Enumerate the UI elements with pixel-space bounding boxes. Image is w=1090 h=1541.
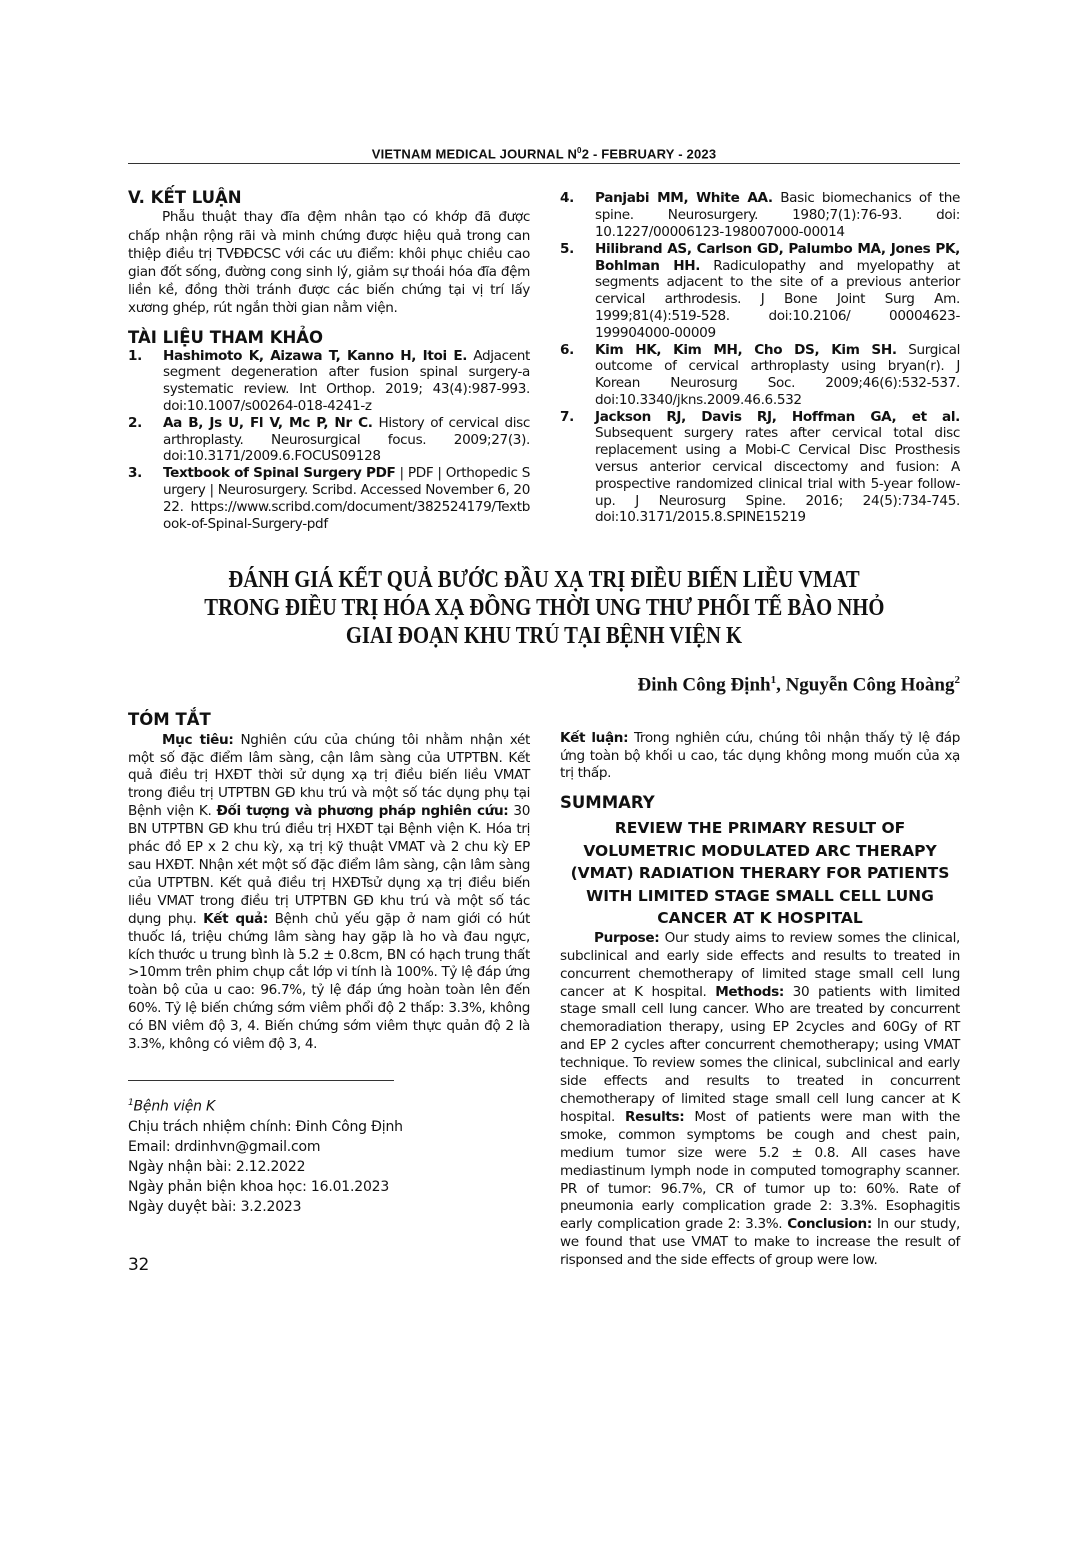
abstract-conclusion	[560, 730, 960, 784]
affiliation-mark: 2	[954, 674, 960, 687]
reference-item	[128, 348, 530, 415]
text-conclusion: Trong nghiên cứu, chúng tôi nhận thấy tỷ lệ đáp ứng toàn bộ khối u cao, tác dụng không mong muốn của xạ trị thấp.	[560, 729, 960, 782]
summary-heading: SUMMARY	[560, 793, 655, 813]
reference-item	[560, 409, 960, 527]
label-purpose: Purpose:	[594, 929, 660, 946]
label-conclusion: Kết luận:	[560, 729, 629, 746]
label-conclusion: Conclusion:	[787, 1216, 872, 1233]
footnote-rule	[128, 1080, 394, 1081]
page	[128, 0, 960, 1315]
conclusion-text: Phẫu thuật thay đĩa đệm nhân tạo có khớp đã được chấp nhận rộng rãi và minh chứng được hiệu quả trong can thiệp điều trị TVĐĐCSC với các ưu điểm: khôi phục chiều cao gian đốt sống, đường cong sinh lý, giảm sự thoái hóa đĩa đệm liền kề, đồng thời tránh được các biến chứng tại vị trí lấy xương ghép, rút ngắn thời gian nằm viện.	[128, 209, 530, 317]
journal-name: VIETNAM MEDICAL JOURNAL N	[371, 146, 578, 162]
email: Email: drdinhvn@gmail.com	[128, 1138, 321, 1155]
ref-authors: Textbook of Spinal Surgery PDF	[163, 465, 396, 482]
issue-date: 2 - FEBRUARY - 2023	[581, 146, 717, 162]
affiliation-mark: 1	[770, 674, 777, 687]
label-methods: Methods:	[715, 983, 784, 1000]
corresponding-author: Chịu trách nhiệm chính: Đinh Công Định	[128, 1118, 403, 1135]
ref-text: | PDF | Orthopedic Surgery | Neurosurgery. Scribd. Accessed November 6, 2022. https://www.scribd.com/document/382524179/Textbook-of-Spinal-Surgery-pdf	[163, 465, 531, 532]
ref-number: 5.	[560, 240, 574, 257]
abstract-vi	[128, 710, 530, 1275]
abstract-heading: TÓM TẮT	[128, 709, 211, 729]
ref-number: 2.	[128, 414, 142, 431]
summary-title: REVIEW THE PRIMARY RESULT OF VOLUMETRIC MODULATED ARC THERAPY (VMAT) RADIATION THERARY FOR PATIENTS WITH LIMITED STAGE SMALL CELL LUNG CANCER AT K HOSPITAL	[570, 819, 950, 928]
ref-number: 7.	[560, 408, 574, 425]
reference-item	[128, 415, 530, 465]
label-results: Kết quả:	[203, 910, 268, 927]
footnote	[128, 1093, 530, 1217]
reference-item	[560, 190, 960, 240]
title-line: ĐÁNH GIÁ KẾT QUẢ BƯỚC ĐẦU XẠ TRỊ ĐIỀU BIẾN LIỀU VMAT	[228, 567, 860, 594]
abstract-text	[128, 732, 530, 1054]
header-rule	[128, 163, 960, 164]
ref-authors: Hilibrand AS, Carlson GD, Palumbo MA, Jones PK, Bohlman HH.	[595, 240, 960, 274]
label-objective: Mục tiêu:	[162, 731, 234, 748]
reference-item	[560, 241, 960, 342]
text-objective: Nghiên cứu của chúng tôi nhằm nhận xét một số đặc điểm lâm sàng, cận lâm sàng của UTPTBN. Kết quả điều trị HXĐT thời sử dụng xạ trị điều biến liều VMAT trong điều trị UTPTBN GĐ khu trú và một số tác dụng phụ tại Bệnh viện K.	[128, 731, 530, 820]
ref-number: 4.	[560, 190, 574, 207]
author-name: Đinh Công Định	[637, 674, 771, 696]
conclusion-heading: V. KẾT LUẬN	[128, 188, 242, 208]
top-section	[128, 188, 960, 532]
author-name: Nguyễn Công Hoàng	[785, 674, 955, 696]
label-results: Results:	[625, 1108, 685, 1125]
reference-item	[560, 342, 960, 409]
accepted-date: Ngày duyệt bài: 3.2.2023	[128, 1198, 302, 1215]
reference-item	[128, 465, 530, 532]
text-results: Bệnh chủ yếu gặp ở nam giới có hút thuốc lá, triệu chứng lâm sàng hay gặp là ho và đau ngực, kích thước u trung bình là 5.2 ± 0.8cm, BN có hạch trung thất >10mm trên phim chụp cắt lớp vi tính là 100%. Tỷ lệ đáp ứng toàn bộ của u cao: 96.7%, tỷ lệ đáp ứng hoàn toàn lên đến 60%. Tỷ lệ biến chứng sớm viêm phổi độ 2 thấp: 3.3%, không có BN viêm độ 3, 4. Biến chứng sớm viêm thực quản độ 2 là 3.3%, không có viêm độ 3, 4.	[128, 910, 531, 1053]
text-methods: 30 patients with limited stage small cell lung cancer. Who are treated by concurrent chemoradiation therapy, using EP 2cycles and 60Gy of RT and EP 2 cycles after concurrent chemotherapy; using VMAT technique. To review somes the clinical, subclinical and early side effects and results to treated in concurrent chemotherapy of limited stage small cell lung cancer at K hospital.	[560, 983, 961, 1125]
review-date: Ngày phản biện khoa học: 16.01.2023	[128, 1178, 390, 1195]
bottom-section	[128, 710, 960, 1275]
received-date: Ngày nhận bài: 2.12.2022	[128, 1158, 306, 1175]
title-line: GIAI ĐOẠN KHU TRÚ TẠI BỆNH VIỆN K	[345, 623, 743, 650]
left-column-top	[128, 188, 530, 532]
ref-number: 1.	[128, 347, 142, 364]
text-results: Most of patients were man with the smoke, common symptoms be cough and chest pain, medium tumor size were 5.2 ± 0.8. All cases have mediastinum lymph node in computed tomography scanner. PR of tumor: 96.7%, CR of tumor up to: 60%. Rate of pneumonia early complication grade 2: 3.3%. Esophagitis early complication grade 2: 3.3%.	[560, 1108, 960, 1233]
ref-number: 6.	[560, 341, 574, 358]
ref-text: Surgical outcome of cervical arthroplasty using bryan(r). J Korean Neurosurg Soc. 2009;46(6):532-537. doi:10.3340/jkns.2009.46.6.532	[595, 341, 960, 408]
ref-text: Radiculopathy and myelopathy at segments adjacent to the site of a previous anterior cervical arthrodesis. J Bone Joint Surg Am. 1999;81(4):519-528. doi:10.2106/ 00004623-199904000-00009	[595, 257, 960, 341]
text-purpose: Our study aims to review somes the clinical, subclinical and early side effects and results to treated in concurrent chemotherapy of limited stage small cell lung cancer at K hospital.	[560, 929, 960, 1000]
summary-en	[560, 730, 960, 1270]
ref-text: Adjacent segment degeneration after fusion spinal surgery-a systematic review. Int Orthop. 2019; 43(4):987-993. doi:10.1007/s00264-018-4241-z	[163, 347, 531, 414]
ref-authors: Panjabi MM, White AA.	[595, 190, 773, 207]
ref-text: Subsequent surgery rates after cervical total disc replacement using a Mobi-C Cervical Disc Prosthesis versus anterior cervical discectomy and fusion: A prospective randomized clinical trial with 5-year follow-up. J Neurosurg Spine. 2016; 24(5):734-745. doi:10.3171/2015.8.SPINE15219	[595, 425, 960, 526]
author-separator: ,	[776, 674, 786, 696]
ref-text: History of cervical disc arthroplasty. Neurosurgical focus. 2009;27(3). doi:10.3171/2009.6.FOCUS09128	[163, 414, 531, 465]
ref-authors: Aa B, Js U, Fl V, Mc P, Nr C.	[163, 414, 373, 431]
summary-text	[560, 930, 960, 1270]
footnote-mark: 1	[128, 1097, 134, 1108]
article-title	[149, 566, 939, 650]
ref-text: Basic biomechanics of the spine. Neurosurgery. 1980;7(1):76-93. doi: 10.1227/00006123-198007000-00014	[595, 190, 960, 240]
references-heading: TÀI LIỆU THAM KHẢO	[128, 327, 324, 347]
text-methods: 30 BN UTPTBN GĐ khu trú điều trị HXĐT tại Bệnh viện K. Hóa trị phác đồ EP x 2 chu kỳ, xạ trị kỹ thuật VMAT và 2 chu kỳ EP sau HXĐT. Nhận xét một số đặc điểm lâm sàng, cận lâm sàng của UTPTBN. Kết quả điều trị HXĐTsử dụng xạ trị điều biến liều VMAT trong điều trị UTPTBN GĐ khu trú và một số tác dụng phụ.	[128, 803, 531, 927]
ref-authors: Jackson RJ, Davis RJ, Hoffman GA, et al.	[595, 408, 960, 425]
ref-authors: Kim HK, Kim MH, Cho DS, Kim SH.	[595, 341, 897, 358]
page-number: 32	[128, 1254, 149, 1275]
header-sup: 0	[577, 146, 582, 155]
running-header	[128, 143, 960, 162]
ref-authors: Hashimoto K, Aizawa T, Kanno H, Itoi E.	[163, 347, 468, 364]
text-conclusion: In our study, we found that use VMAT to make to increase the result of risponsed and the side effects of group were low.	[560, 1216, 961, 1269]
affiliation: Bệnh viện K	[133, 1098, 216, 1115]
title-line: TRONG ĐIỀU TRỊ HÓA XẠ ĐỒNG THỜI UNG THƯ PHỔI TẾ BÀO NHỎ	[204, 595, 885, 622]
label-methods: Đối tượng và phương pháp nghiên cứu:	[216, 803, 509, 820]
right-column-top	[560, 190, 960, 526]
authors	[128, 668, 960, 697]
ref-number: 3.	[128, 465, 142, 482]
